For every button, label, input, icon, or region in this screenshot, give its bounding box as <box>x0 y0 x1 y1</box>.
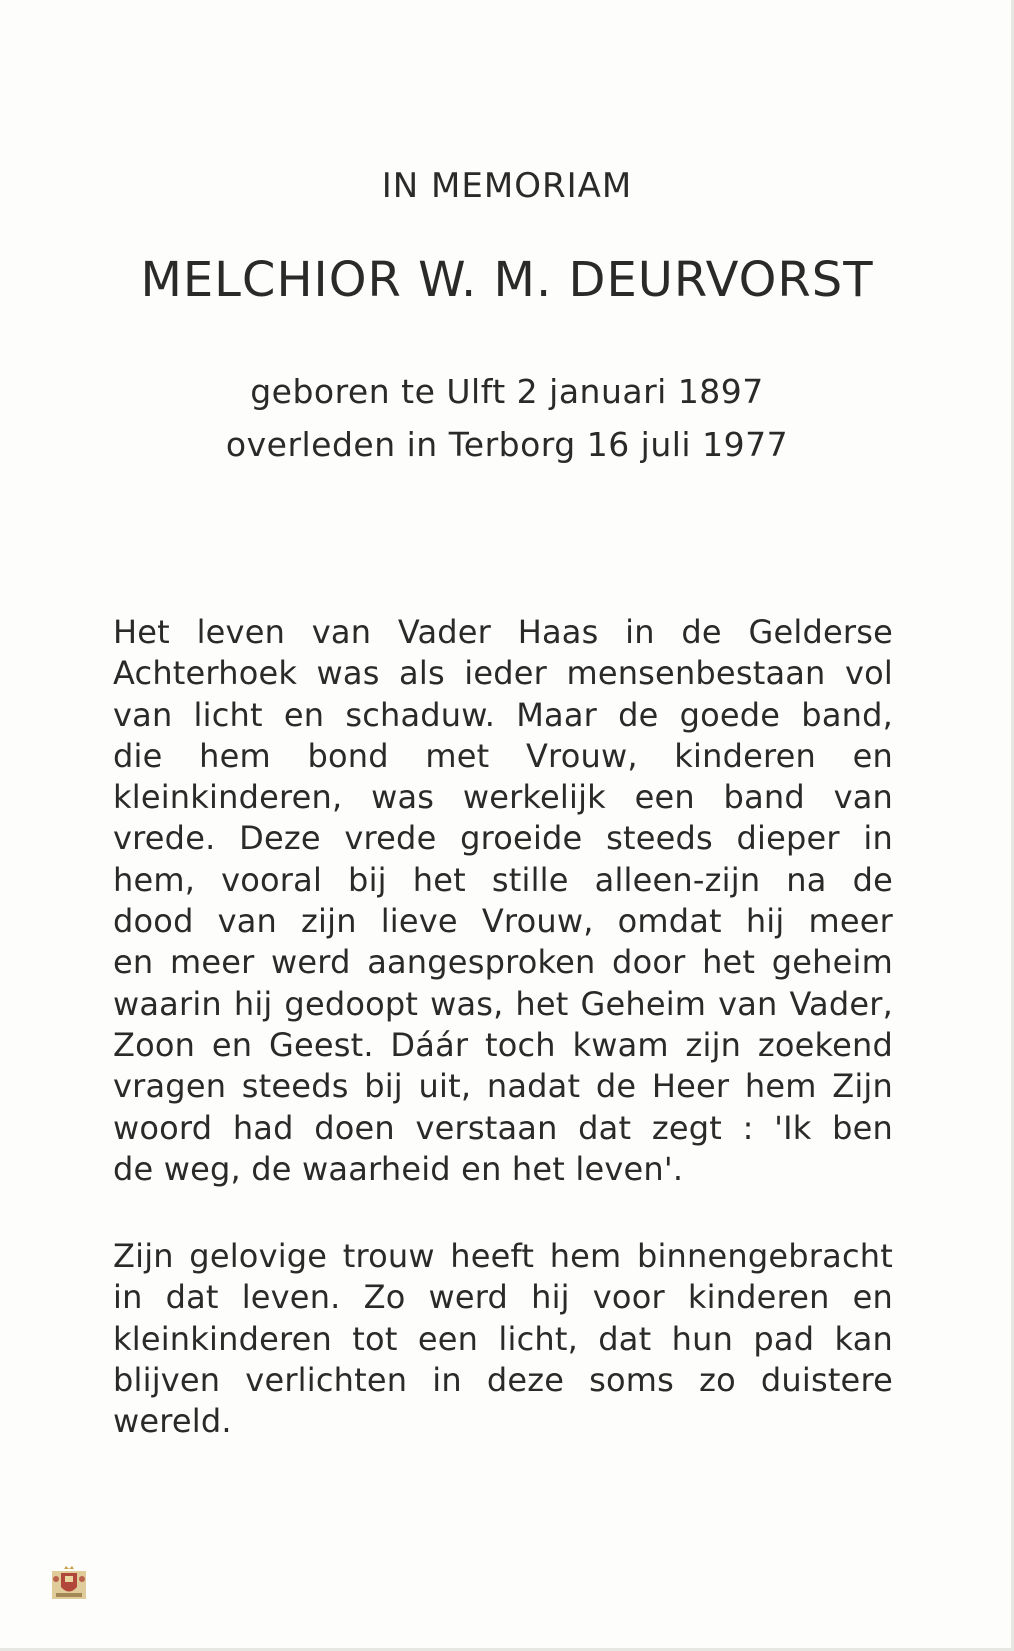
paragraph-line: die hem bond met Vrouw, kinderen en <box>113 736 893 775</box>
paragraph-line: kleinkinderen tot een licht, dat hun pad kan <box>113 1319 893 1358</box>
deceased-name: MELCHIOR W. M. DEURVORST <box>140 252 874 308</box>
paragraph-line: woord had doen verstaan dat zegt : 'Ik ben <box>113 1108 893 1147</box>
paragraph-line: wereld. <box>113 1402 232 1441</box>
paragraph-line: in dat leven. Zo werd hij voor kinderen en <box>113 1278 893 1317</box>
paragraph-line: Het leven van Vader Haas in de Gelderse <box>113 613 893 651</box>
card-heading: IN MEMORIAM <box>381 166 633 206</box>
coat-of-arms-icon <box>48 1565 90 1603</box>
paragraph-line: kleinkinderen, was werkelijk een band van <box>113 778 893 817</box>
paragraph-line: blijven verlichten in deze soms zo duistere <box>113 1360 893 1399</box>
paragraph-line: Zoon en Geest. Dáár toch kwam zijn zoekend <box>113 1025 893 1064</box>
death-line: overleden in Terborg 16 juli 1977 <box>225 425 789 464</box>
paragraph-line: Zijn gelovige trouw heeft hem binnengebracht <box>113 1237 893 1275</box>
paragraph-line: en meer werd aangesproken door het geheim <box>113 943 893 982</box>
paragraph-line: dood van zijn lieve Vrouw, omdat hij meer <box>113 902 893 941</box>
paragraph-line: vragen steeds bij uit, nadat de Heer hem Zijn <box>113 1067 893 1106</box>
memorial-paragraph-1 <box>113 612 893 1190</box>
birth-line: geboren te Ulft 2 januari 1897 <box>250 372 764 411</box>
paragraph-line: waarin hij gedoopt was, het Geheim van Vader, <box>113 984 893 1023</box>
life-dates <box>0 365 1014 471</box>
paragraph-line: vrede. Deze vrede groeide steeds dieper in <box>113 819 893 858</box>
memorial-paragraph-2 <box>113 1236 893 1442</box>
paragraph-line: Achterhoek was als ieder mensenbestaan vol <box>113 654 893 693</box>
paragraph-line: de weg, de waarheid en het leven'. <box>113 1149 684 1188</box>
paragraph-line: hem, vooral bij het stille alleen-zijn na de <box>113 860 893 899</box>
paragraph-line: van licht en schaduw. Maar de goede band, <box>113 695 893 734</box>
